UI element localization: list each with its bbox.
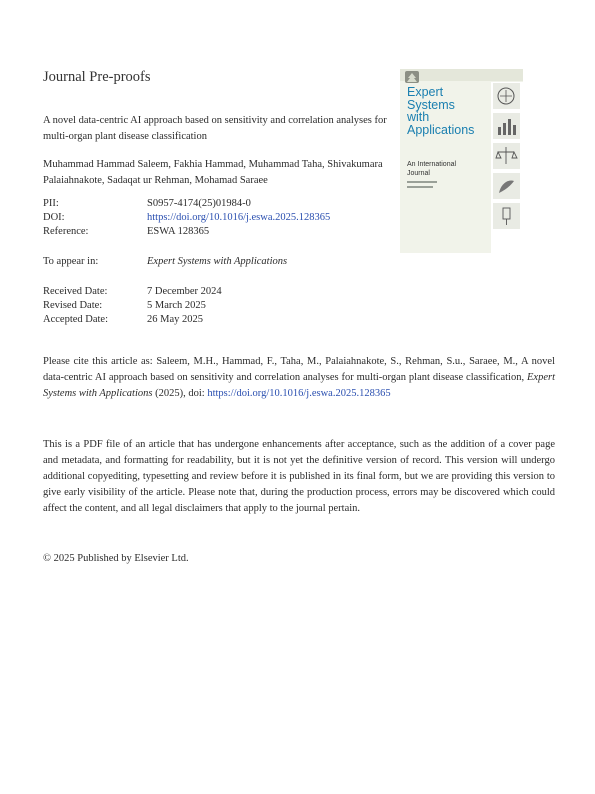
pii-value: S0957-4174(25)01984-0 — [147, 198, 251, 209]
appear-value: Expert Systems with Applications — [147, 256, 288, 267]
disclaimer-paragraph: This is a PDF file of an article that has undergone enhancements after acceptance, such as the addition of a cover page and metadata, and formatting for readability, but it is not yet the definitive version of record. This version will undergo additional copyediting, typesetting and review before it is published in its final form, but we are providing this version to give early visibility of the article. Please note that, during the production process, errors may be discovered which could affect the content, and all legal disclaimers that apply to the journal pertain. — [43, 439, 555, 514]
cover-title-line: Applications — [407, 122, 475, 137]
cover-title-line: with — [407, 110, 430, 124]
meta-row-doi — [43, 211, 330, 225]
meta-row-reference — [43, 225, 209, 239]
cover-subtitle — [407, 161, 456, 178]
cover-illustration-icon — [493, 113, 520, 139]
appear-label: To appear in: — [43, 256, 99, 267]
journal-pre-proofs-label: Journal Pre-proofs — [43, 69, 151, 85]
received-label: Received Date: — [43, 286, 108, 297]
elsevier-tree-logo-icon — [405, 71, 419, 83]
article-title: A novel data-centric AI approach based on sensitivity and correlation analyses for multi-organ plant disease classification — [43, 115, 387, 142]
copyright-notice: © 2025 Published by Elsevier Ltd. — [43, 553, 189, 564]
received-value: 7 December 2024 — [147, 286, 222, 297]
citation-journal: Expert Systems with Applications — [43, 372, 555, 399]
accepted-label: Accepted Date: — [43, 314, 109, 325]
meta-row-revised — [43, 299, 206, 313]
journal-cover — [400, 69, 523, 253]
cover-subtitle-line: An International — [407, 161, 457, 168]
citation-year-doi: (2025), doi: — [152, 388, 208, 399]
doi-link[interactable]: https://doi.org/10.1016/j.eswa.2025.128365 — [147, 212, 331, 223]
meta-row-accepted — [43, 313, 203, 327]
cover-subtitle-line: Journal — [407, 169, 430, 177]
cover-illustration-icon — [493, 143, 520, 169]
meta-row-appear — [43, 255, 287, 269]
revised-value: 5 March 2025 — [147, 300, 206, 311]
cover-illustration-icon — [493, 173, 520, 199]
revised-label: Revised Date: — [43, 300, 103, 311]
cover-illustration-icon — [493, 203, 520, 229]
citation-paragraph — [43, 354, 555, 402]
citation-doi-link[interactable]: https://doi.org/10.1016/j.eswa.2025.128365 — [207, 388, 391, 399]
article-authors: Muhammad Hammad Saleem, Fakhia Hammad, Muhammad Taha, Shivakumara Palaiahnakote, Sadaqat ur Rehman, Mohamad Saraee — [43, 159, 383, 186]
meta-row-received — [43, 285, 222, 299]
doi-label: DOI: — [43, 212, 65, 223]
cover-title — [407, 86, 474, 136]
citation-prefix: Please cite this article as: Saleem, M.H., Hammad, F., Taha, M., Palaiahnakote, S., Rehman, S.u., Saraee, M., A novel data-centric AI approach based on sensitivity and correlation analyses for multi-organ plant disease classification, — [43, 356, 555, 383]
reference-value: ESWA 128365 — [147, 226, 210, 237]
cover-editor-lines-icon — [407, 180, 447, 192]
accepted-value: 26 May 2025 — [147, 314, 203, 325]
cover-illustration-icon — [493, 83, 520, 109]
cover-title-line: Systems — [407, 97, 455, 112]
pii-label: PII: — [43, 198, 59, 209]
reference-label: Reference: — [43, 226, 89, 237]
cover-title-line: Expert — [407, 85, 444, 99]
meta-row-pii — [43, 197, 251, 211]
